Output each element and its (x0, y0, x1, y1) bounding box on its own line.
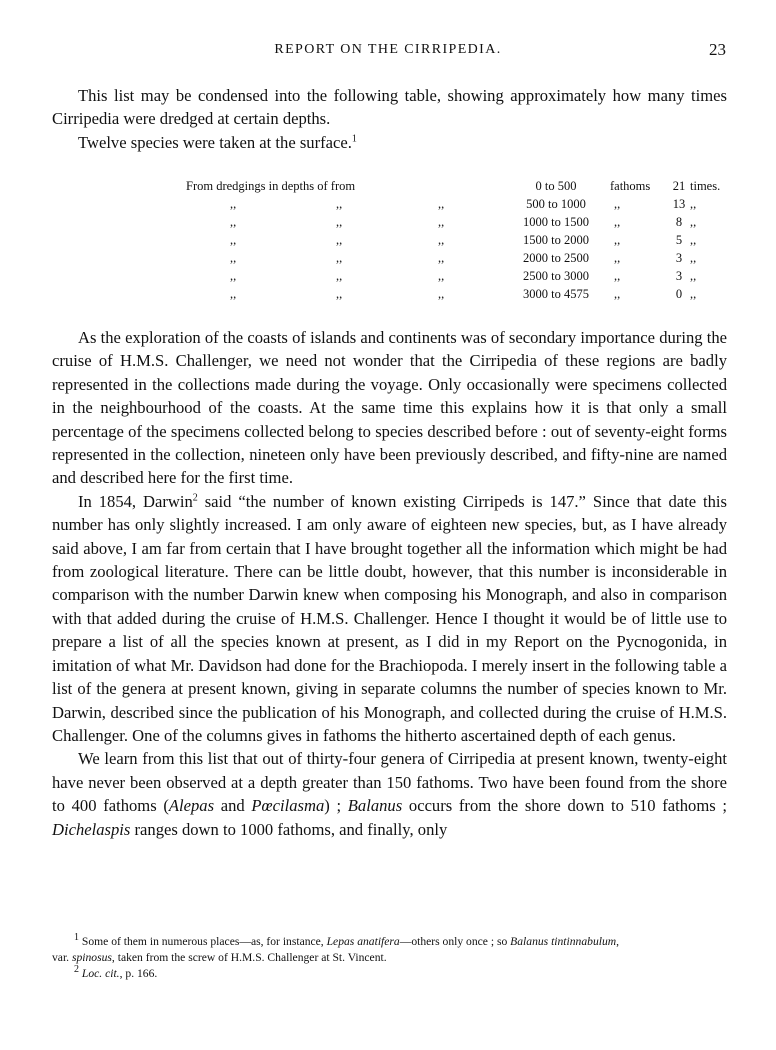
footnote-ref-1: 1 (351, 133, 357, 145)
depth-range: 2000 to 2500 (523, 251, 589, 265)
depth-range: 3000 to 4575 (523, 287, 589, 301)
ditto-mark: ,, (690, 287, 697, 301)
ditto-mark: ,, (614, 269, 621, 283)
main-paragraph-3-end: ranges down to 1000 fathoms, and finally, only (130, 819, 448, 839)
dredge-count: 5 (675, 233, 683, 247)
ditto-mark: ,, (690, 197, 697, 211)
ditto-mark: ,, (690, 269, 697, 283)
footnote-1-marker: 1 (74, 932, 79, 944)
footnote-ref-2: 2 (192, 492, 198, 504)
dredge-count: 3 (675, 251, 683, 265)
footnote-1 (52, 934, 727, 950)
depth-range: 500 to 1000 (526, 197, 586, 211)
ditto-mark: ,, (230, 197, 237, 211)
species-balanus-tintinnabulum: Balanus tintinnabulum (510, 935, 617, 948)
ditto-mark: ,, (614, 215, 621, 229)
variety-label: var. (52, 951, 72, 964)
main-paragraph-2 (52, 490, 727, 747)
ditto-mark: ,, (438, 197, 445, 211)
footnote-1-text-4: , taken from the screw of H.M.S. Challenger at St. Vincent. (111, 951, 387, 964)
variety-spinosus: spinosus (71, 951, 112, 964)
ditto-mark: ,, (438, 233, 445, 247)
genus-alepas: Alepas (168, 796, 215, 816)
ditto-mark: ,, (230, 215, 237, 229)
punctuation-text: ) ; (324, 796, 348, 816)
depth-table-row (186, 195, 740, 213)
main-paragraph-3-start: We learn from this list that out of thirty-four genera of Cirripedia at present known, twenty-eight have never been observed at a depth greater than 150 fathoms. Two have been found from the shore to 400 fathoms ( (52, 749, 727, 816)
depth-unit: fathoms (610, 179, 651, 193)
ditto-mark: ,, (336, 251, 343, 265)
dredge-count: 8 (675, 215, 683, 229)
footnote-1-continued (52, 950, 727, 966)
footnote-1-text-3: , (616, 935, 620, 948)
ditto-mark: ,, (690, 251, 697, 265)
depth-table-row (186, 249, 740, 267)
depth-range: 1000 to 1500 (523, 215, 589, 229)
depth-table-row (186, 213, 740, 231)
ditto-mark: ,, (336, 197, 343, 211)
running-title: REPORT ON THE CIRRIPEDIA. (274, 42, 502, 57)
ditto-mark: ,, (336, 287, 343, 301)
ditto-mark: ,, (230, 251, 237, 265)
depth-table (186, 177, 740, 303)
intro-section (52, 84, 727, 154)
footnote-1-text-2: —others only once ; so (399, 935, 511, 948)
conjunction-text: and (214, 796, 252, 816)
genus-dichelaspis: Dichelaspis (52, 819, 131, 839)
ditto-mark: ,, (438, 251, 445, 265)
main-paragraph-3 (52, 747, 727, 841)
ditto-mark: ,, (614, 251, 621, 265)
ditto-mark: ,, (690, 215, 697, 229)
intro-paragraph-2-text: Twelve species were taken at the surface. (78, 132, 352, 152)
footnote-1-text: Some of them in numerous places—as, for instance, (79, 935, 327, 948)
ditto-mark: ,, (614, 287, 621, 301)
ditto-mark: ,, (230, 269, 237, 283)
depth-range: 0 to 500 (535, 179, 577, 193)
genus-balanus: Balanus (347, 796, 403, 816)
ditto-mark: ,, (230, 233, 237, 247)
species-lepas-anatifera: Lepas anatifera (326, 935, 400, 948)
depth-table-row (186, 267, 740, 285)
ditto-mark: ,, (336, 269, 343, 283)
ditto-mark: ,, (230, 287, 237, 301)
ditto-mark: ,, (690, 233, 697, 247)
dredge-count: 13 (672, 197, 686, 211)
depth-range: 2500 to 3000 (523, 269, 589, 283)
intro-paragraph-2 (52, 131, 727, 154)
depth-table-row (186, 231, 740, 249)
dredge-count: 3 (675, 269, 683, 283)
ditto-mark: ,, (438, 215, 445, 229)
footnote-2 (52, 966, 727, 982)
dredge-count: 21 (672, 179, 686, 193)
ditto-mark: ,, (614, 233, 621, 247)
footnote-2-text: , p. 166. (119, 967, 158, 980)
footnote-2-loc-cit: Loc. cit. (81, 967, 120, 980)
ditto-mark: ,, (438, 269, 445, 283)
depth-range: 1500 to 2000 (523, 233, 589, 247)
depth-suffix: times. (690, 179, 721, 193)
main-paragraph-1: As the exploration of the coasts of islands and continents was of secondary importance during the cruise of H.M.S. Challenger, we need not wonder that the Cirripedia of these regions are badly represented in the collections made during the voyage. Only occasionally were specimens collected in the neighbourhood of the coasts. At the same time this explains how it is that only a small percentage of the specimens collected belong to species described before : out of seventy-eight forms represented in the collection, nineteen only have been previously described, and fifty-nine are named and described here for the first time. (52, 328, 727, 488)
depth-table-lead: From dredgings in depths of from (186, 179, 356, 193)
main-paragraph-2-start: In 1854, Darwin (78, 491, 193, 511)
footnote-2-marker: 2 (74, 964, 79, 976)
ditto-mark: ,, (438, 287, 445, 301)
genus-poecilasma: Pœcilasma (251, 796, 325, 816)
main-section (52, 326, 727, 841)
footnotes (52, 934, 727, 982)
depth-table-row (186, 177, 740, 195)
intro-paragraph-1: This list may be condensed into the following table, showing approximately how many times Cirripedia were dredged at certain depths. (52, 86, 727, 129)
main-paragraph-3-mid: occurs from the shore down to 510 fathoms ; (402, 796, 728, 816)
page-number: 23 (709, 40, 726, 59)
ditto-mark: ,, (336, 215, 343, 229)
ditto-mark: ,, (336, 233, 343, 247)
dredge-count: 0 (675, 287, 683, 301)
ditto-mark: ,, (614, 197, 621, 211)
depth-table-row (186, 285, 740, 303)
main-paragraph-2-rest: said “the number of known existing Cirripeds is 147.” Since that date this number has only slightly increased. I am only aware of eighteen new species, but, as I have already said above, I am far from certain that I have brought together all the information which might be had from zoological literature. There can be little doubt, however, that this number is inconsiderable in comparison with the number Darwin knew when composing his Monograph, and also in comparison with that added during the cruise of H.M.S. Challenger. Hence I thought it would be of little use to prepare a list of all the species known at present, as I did in my Report on the Pycnogonida, in imitation of what Mr. Davidson had done for the Brachiopoda. I merely insert in the following table a list of the genera at present known, giving in separate columns the number of species known to Mr. Darwin, described since the publication of his Monograph, and collected during the cruise of H.M.S. Challenger. One of the columns gives in fathoms the hitherto ascertained depth of each genus. (52, 491, 727, 745)
